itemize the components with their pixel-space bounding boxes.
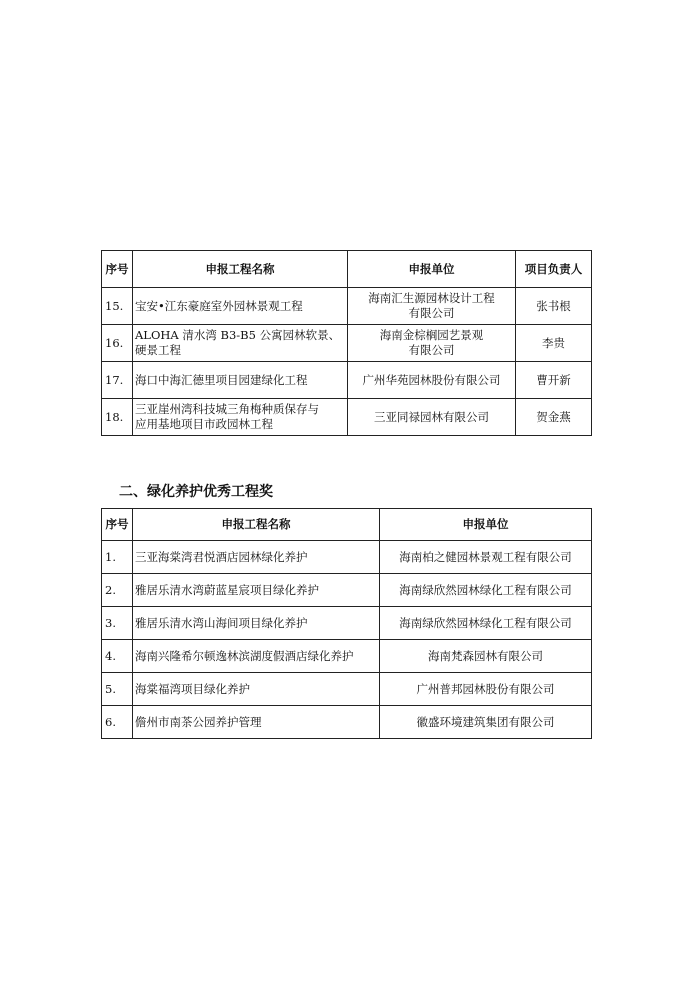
row-project-name: 海口中海汇德里项目园建绿化工程 — [133, 362, 348, 399]
table-row — [102, 362, 592, 399]
table-row — [102, 673, 592, 706]
row-project-name: 海南兴隆希尔顿逸林滨湖度假酒店绿化养护 — [133, 640, 380, 673]
table-row — [102, 640, 592, 673]
section-heading: 二、绿化养护优秀工程奖 — [119, 484, 273, 500]
award-table-1 — [101, 250, 592, 436]
row-unit — [348, 325, 516, 362]
row-project-name-line: 硬景工程 — [135, 343, 181, 357]
row-project-name: 三亚海棠湾君悦酒店园林绿化养护 — [133, 541, 380, 574]
row-unit: 广州华苑园林股份有限公司 — [348, 362, 516, 399]
row-leader: 李贵 — [516, 325, 592, 362]
row-leader: 贺金燕 — [516, 399, 592, 436]
col-header-project-name: 申报工程名称 — [133, 509, 380, 541]
row-leader: 曹开新 — [516, 362, 592, 399]
row-project-name-line: ALOHA 清水湾 B3-B5 公寓园林软景、 — [135, 328, 341, 342]
row-no: 17. — [102, 362, 133, 399]
table-header-row — [102, 251, 592, 288]
row-leader: 张书根 — [516, 288, 592, 325]
table-header-row — [102, 509, 592, 541]
row-project-name-line: 三亚崖州湾科技城三角梅种质保存与 — [135, 402, 319, 416]
row-unit: 海南绿欣然园林绿化工程有限公司 — [380, 574, 592, 607]
row-project-name: 雅居乐清水湾山海间项目绿化养护 — [133, 607, 380, 640]
row-project-name-line: 应用基地项目市政园林工程 — [135, 417, 273, 431]
table-row — [102, 399, 592, 436]
row-project-name: 雅居乐清水湾蔚蓝星宸项目绿化养护 — [133, 574, 380, 607]
row-unit: 三亚同禄园林有限公司 — [348, 399, 516, 436]
table-row — [102, 706, 592, 739]
row-project-name: 宝安•江东豪庭室外园林景观工程 — [133, 288, 348, 325]
row-unit — [348, 288, 516, 325]
col-header-no: 序号 — [102, 251, 133, 288]
row-no: 1. — [102, 541, 133, 574]
row-no: 16. — [102, 325, 133, 362]
table-row — [102, 288, 592, 325]
col-header-leader: 项目负责人 — [516, 251, 592, 288]
col-header-unit: 申报单位 — [380, 509, 592, 541]
row-no: 5. — [102, 673, 133, 706]
row-unit: 广州普邦园林股份有限公司 — [380, 673, 592, 706]
row-unit: 徽盛环境建筑集团有限公司 — [380, 706, 592, 739]
row-project-name — [133, 325, 348, 362]
row-unit-line: 海南金棕榈园艺景观 — [379, 328, 484, 342]
table-row — [102, 607, 592, 640]
row-no: 15. — [102, 288, 133, 325]
row-no: 4. — [102, 640, 133, 673]
col-header-no: 序号 — [102, 509, 133, 541]
row-no: 18. — [102, 399, 133, 436]
row-no: 3. — [102, 607, 133, 640]
row-unit: 海南柏之健园林景观工程有限公司 — [380, 541, 592, 574]
table-row — [102, 325, 592, 362]
table-row — [102, 574, 592, 607]
col-header-project-name: 申报工程名称 — [133, 251, 348, 288]
row-project-name: 儋州市南茶公园养护管理 — [133, 706, 380, 739]
table-row — [102, 541, 592, 574]
row-project-name — [133, 399, 348, 436]
row-unit-line: 有限公司 — [408, 306, 455, 320]
row-unit-line: 有限公司 — [408, 343, 455, 357]
row-project-name: 海棠福湾项目绿化养护 — [133, 673, 380, 706]
row-no: 2. — [102, 574, 133, 607]
row-unit: 海南绿欣然园林绿化工程有限公司 — [380, 607, 592, 640]
row-unit-line: 海南汇生源园林设计工程 — [368, 291, 495, 305]
row-no: 6. — [102, 706, 133, 739]
col-header-unit: 申报单位 — [348, 251, 516, 288]
row-unit: 海南梵森园林有限公司 — [380, 640, 592, 673]
award-table-2 — [101, 508, 592, 739]
